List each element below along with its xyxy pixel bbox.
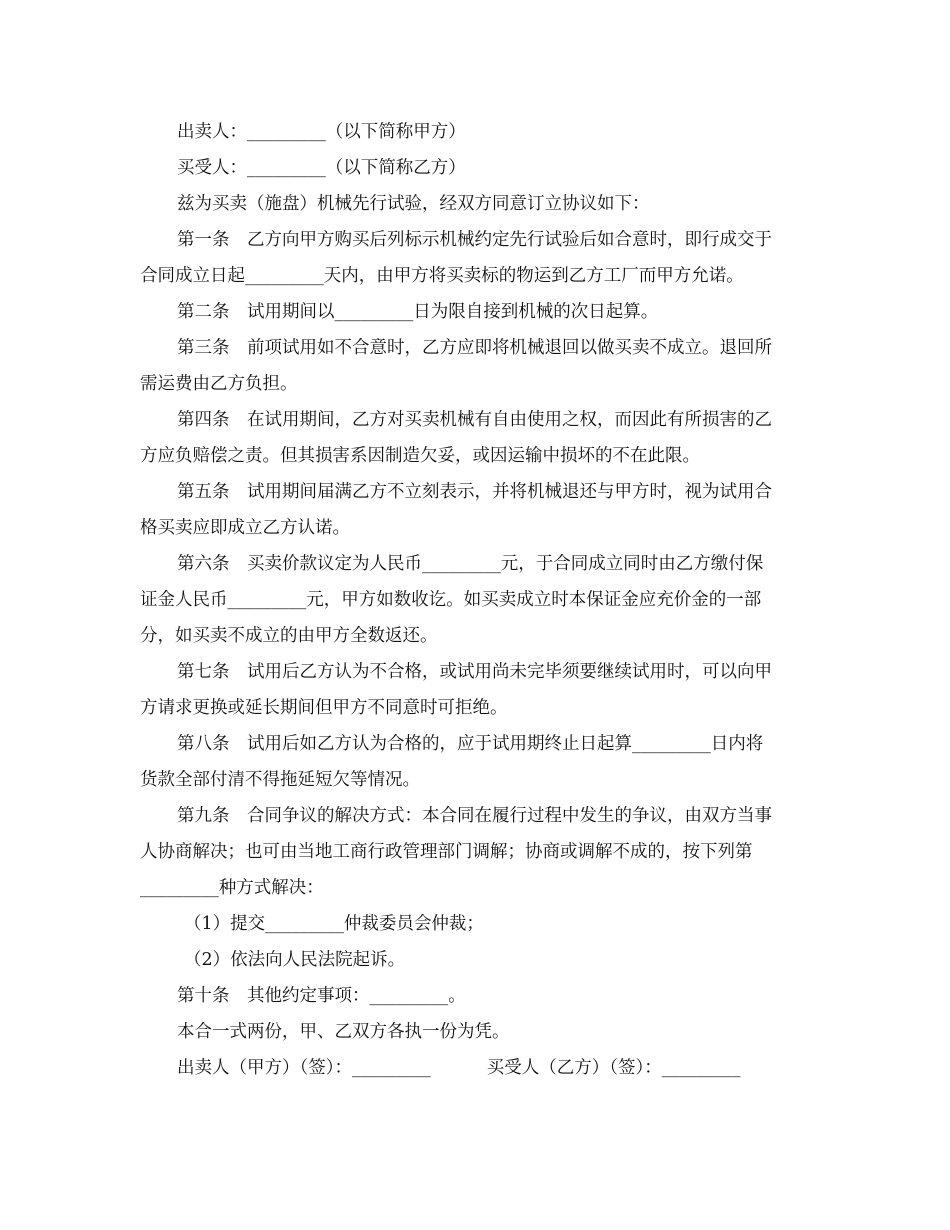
article-1-line-2: 合同成立日起_________天内，由甲方将买卖标的物运到乙方工厂而甲方允诺。 (140, 266, 744, 286)
article-6-line-1: 第六条 买卖价款议定为人民币_________元，于合同成立同时由乙方缴付保 (177, 554, 764, 574)
article-5-line-2: 格买卖应即成立乙方认诺。 (140, 518, 350, 538)
buyer-line: 买受人：_________（以下简称乙方） (177, 158, 466, 178)
option-1: （1）提交_________仲裁委员会仲裁； (184, 914, 484, 934)
signature-gap (431, 1050, 487, 1086)
article-5-line-1: 第五条 试用期间届满乙方不立刻表示，并将机械退还与甲方时，视为试用合 (177, 482, 772, 502)
article-4-line-2: 方应负赔偿之责。但其损害系因制造欠妥，或因运输中损坏的不在此限。 (140, 446, 700, 466)
article-7-line-1: 第七条 试用后乙方认为不合格，或试用尚未完毕须要继续试用时，可以向甲 (177, 662, 772, 682)
seller-line: 出卖人：_________（以下简称甲方） (177, 122, 466, 142)
article-8-line-1: 第八条 试用后如乙方认为合格的，应于试用期终止日起算_________日内将 (177, 734, 764, 754)
option-2: （2）依法向人民法院起诉。 (184, 950, 406, 970)
article-1-line-1: 第一条 乙方向甲方购买后列标示机械约定先行试验后如合意时，即行成交于 (177, 230, 772, 250)
article-7-line-2: 方请求更换或延长期间但甲方不同意时可拒绝。 (140, 698, 508, 718)
intro-line: 兹为买卖（施盘）机械先行试验，经双方同意订立协议如下： (177, 194, 650, 214)
article-8-line-2: 货款全部付清不得拖延短欠等情况。 (140, 770, 420, 790)
contract-document (140, 114, 812, 1086)
article-9-line-3: _________种方式解决： (140, 878, 324, 898)
article-9-line-2: 人协商解决；也可由当地工商行政管理部门调解；协商或调解不成的，按下列第 (140, 842, 753, 862)
signature-row (140, 1050, 812, 1086)
article-4-line-1: 第四条 在试用期间，乙方对买卖机械有自由使用之权，而因此有所损害的乙 (177, 410, 772, 430)
buyer-signature: 买受人（乙方）（签）：_________ (486, 1058, 741, 1078)
article-2-line-1: 第二条 试用期间以_________日为限自接到机械的次日起算。 (177, 302, 659, 322)
article-6-line-3: 分，如买卖不成立的由甲方全数返还。 (140, 626, 438, 646)
copies-line: 本合一式两份，甲、乙双方各执一份为凭。 (177, 1022, 510, 1042)
article-9-line-1: 第九条 合同争议的解决方式：本合同在履行过程中发生的争议，由双方当事 (177, 806, 772, 826)
article-3-line-2: 需运费由乙方负担。 (140, 374, 298, 394)
article-3-line-1: 第三条 前项试用如不合意时，乙方应即将机械退回以做买卖不成立。退回所 (177, 338, 772, 358)
seller-signature: 出卖人（甲方）（签）：_________ (177, 1058, 431, 1078)
article-6-line-2: 证金人民币_________元，甲方如数收讫。如买卖成立时本保证金应充价金的一部 (140, 590, 762, 610)
article-10: 第十条 其他约定事项：_________。 (177, 986, 466, 1006)
